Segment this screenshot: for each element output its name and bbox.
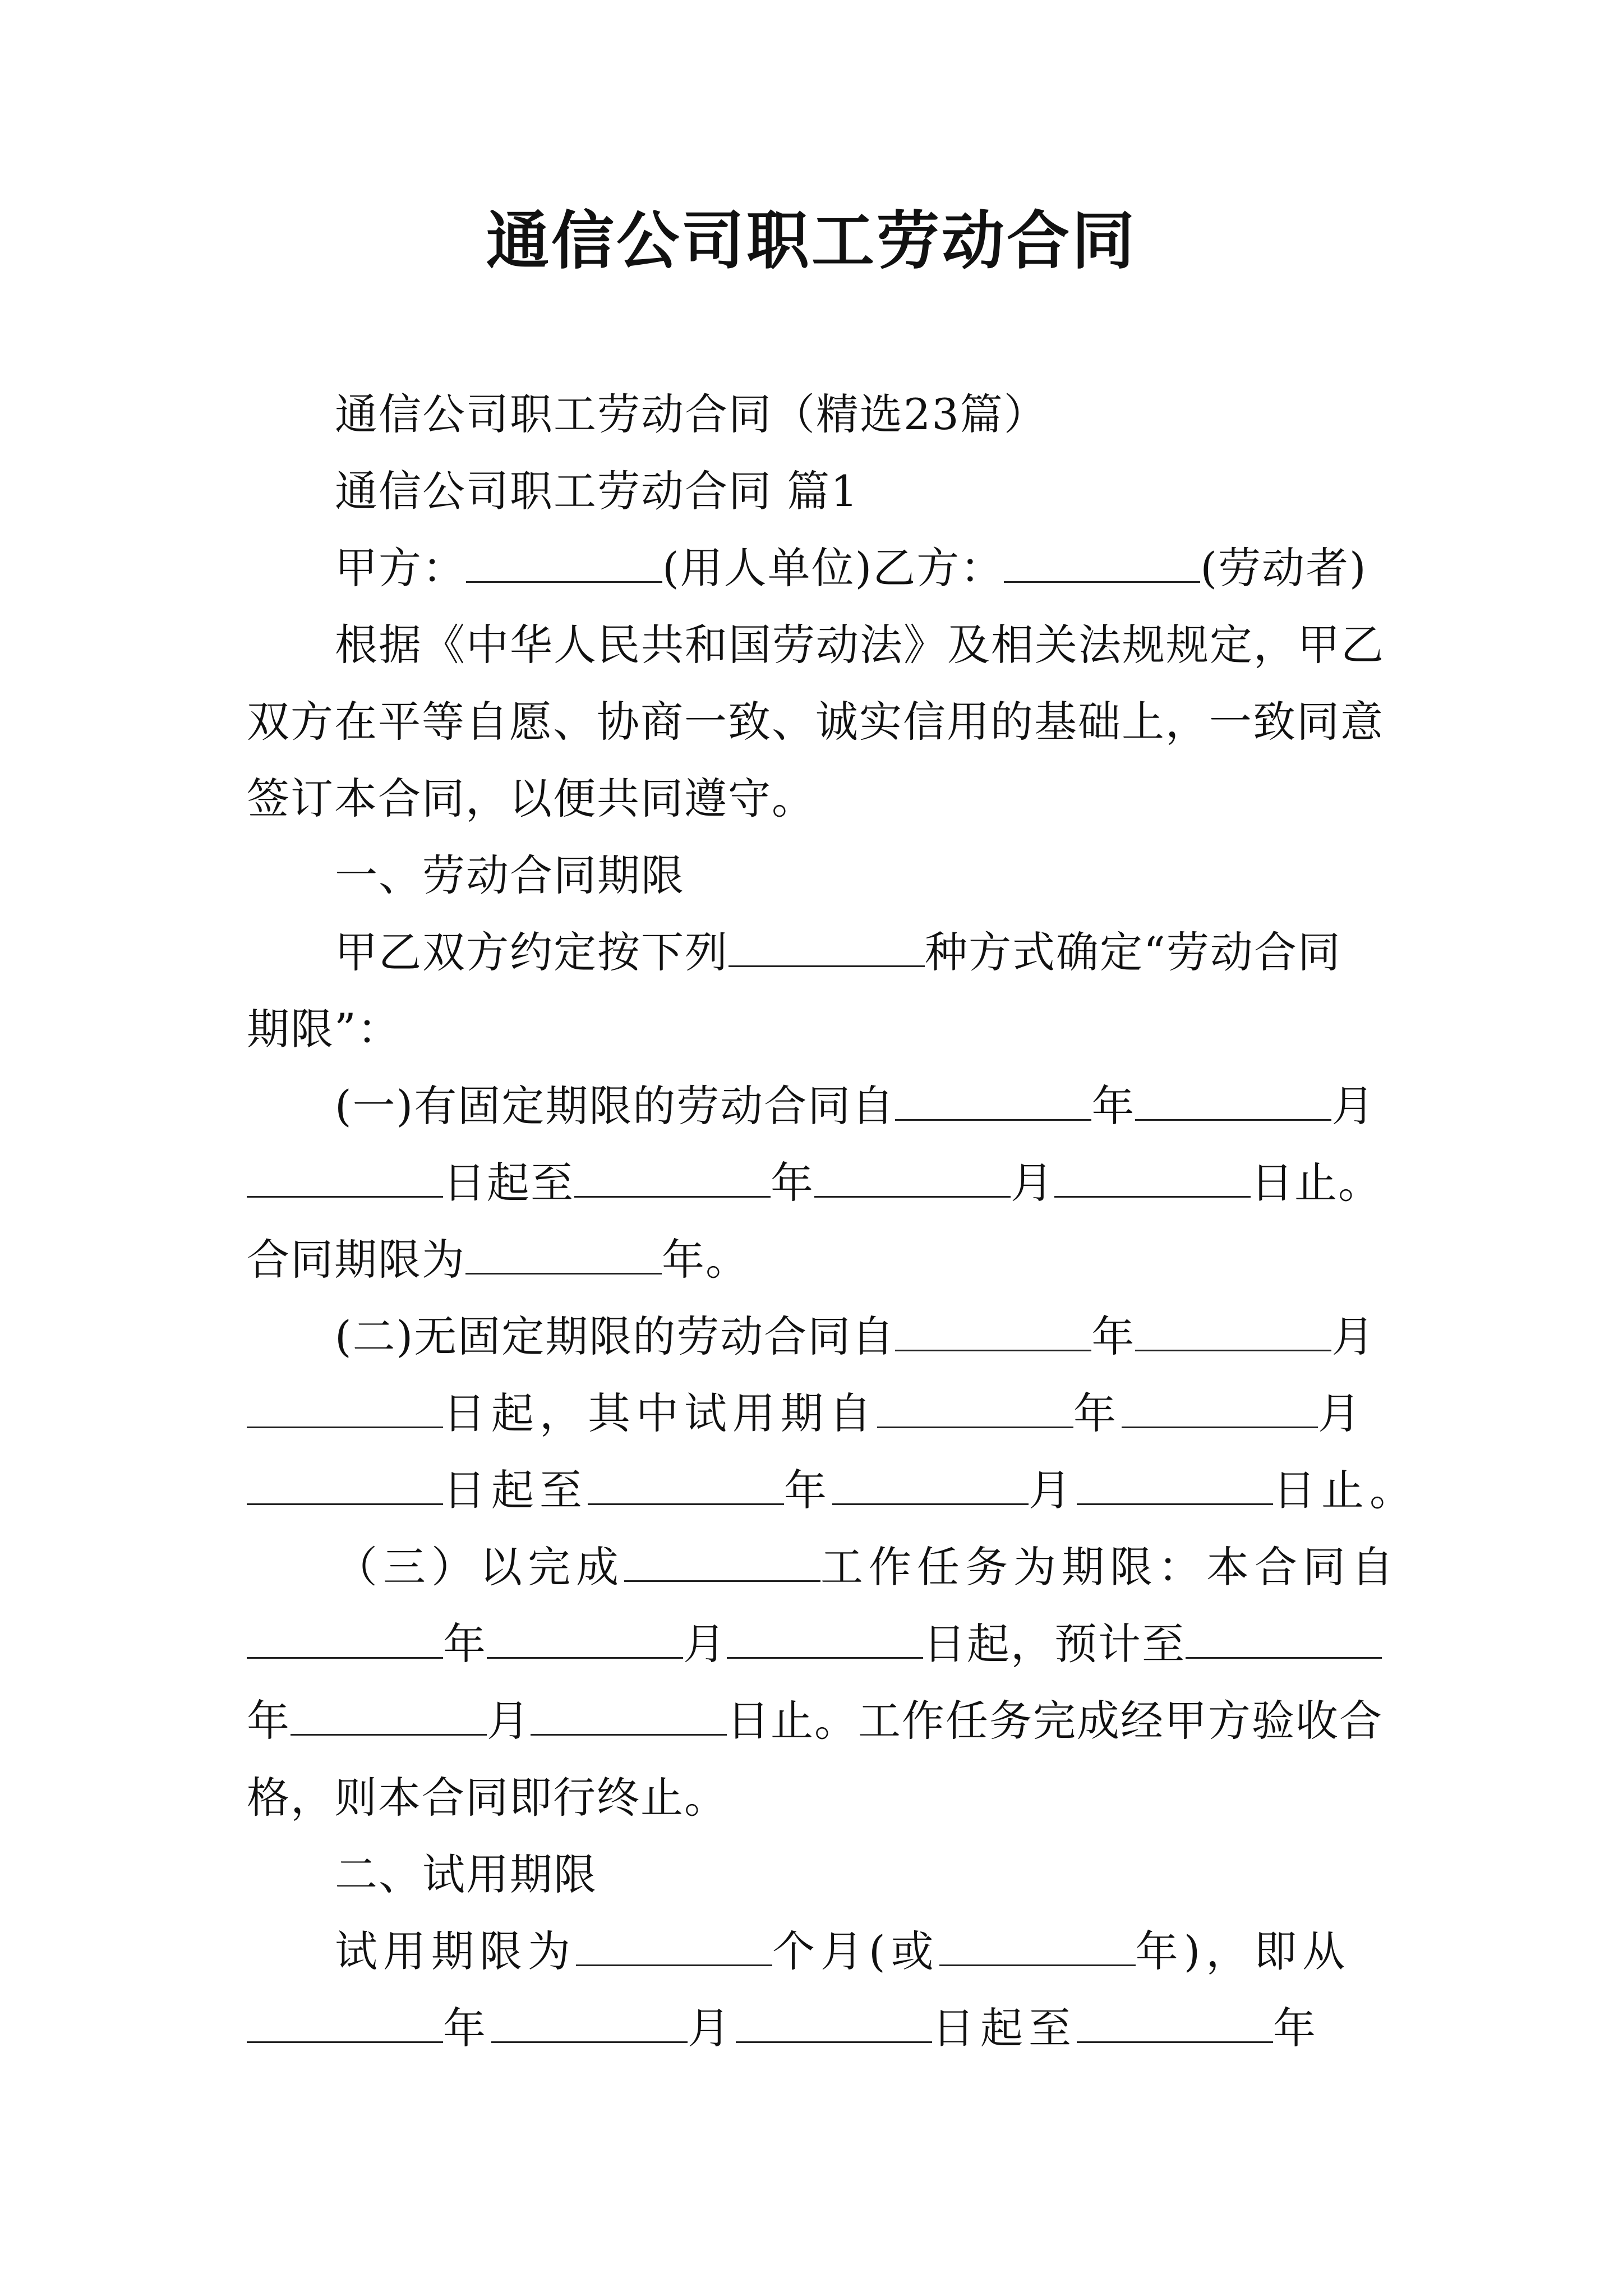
text-segment: 月 [1029, 1465, 1077, 1515]
text-segment: 年 [771, 1158, 814, 1208]
fill-in-blank [465, 1234, 662, 1274]
fill-in-blank [247, 1387, 443, 1428]
fill-in-blank [832, 1464, 1029, 1505]
text-segment: (一)有固定期限的劳动合同自 [335, 1081, 896, 1131]
fill-in-blank [1135, 1310, 1331, 1351]
fill-in-blank [728, 926, 925, 967]
text-segment: 签订本合同，以便共同遵守。 [247, 774, 815, 823]
text-segment: 通信公司职工劳动合同（精选23篇） [335, 389, 1048, 439]
text-line [247, 606, 1391, 683]
text-segment: 月 [683, 1619, 727, 1669]
fill-in-blank [576, 1925, 772, 1966]
text-line [247, 683, 1391, 760]
text-segment: (用人单位)乙方： [662, 543, 1004, 593]
text-line [247, 376, 1391, 453]
text-line [247, 1221, 1391, 1298]
text-segment: 通信公司职工劳动合同 篇1 [335, 466, 859, 516]
text-segment: 月 [1011, 1158, 1054, 1208]
text-segment: 月 [487, 1696, 531, 1746]
fill-in-blank [1122, 1387, 1318, 1428]
fill-in-blank [939, 1925, 1136, 1966]
text-segment: 年 [443, 2003, 491, 2053]
text-segment: (二)无固定期限的劳动合同自 [335, 1312, 896, 1361]
fill-in-blank [1077, 2002, 1273, 2043]
text-segment: 甲乙双方约定按下列 [335, 927, 728, 977]
fill-in-blank [1077, 1464, 1273, 1505]
text-segment: 年 [1273, 2003, 1321, 2053]
fill-in-blank [588, 1464, 784, 1505]
text-segment: 年 [1073, 1388, 1122, 1438]
text-segment: 年 [784, 1465, 832, 1515]
text-line [247, 1375, 1391, 1452]
text-segment: 日起至 [443, 1465, 588, 1515]
text-segment: 工作任务为期限：本合同自 [820, 1542, 1399, 1592]
text-segment: 期限”： [247, 1004, 401, 1054]
fill-in-blank [895, 1310, 1091, 1351]
fill-in-blank [291, 1695, 487, 1736]
text-line [247, 991, 1391, 1068]
text-segment: 月 [1331, 1081, 1376, 1131]
text-line [247, 1605, 1391, 1682]
text-segment: 日起，预计至 [923, 1619, 1186, 1669]
text-line [247, 1298, 1391, 1375]
text-segment: 根据《中华人民共和国劳动法》及相关法规规定，甲乙 [335, 620, 1385, 670]
fill-in-blank [491, 2002, 688, 2043]
text-segment: 日起，其中试用期自 [443, 1388, 877, 1438]
text-line [247, 1452, 1418, 1529]
text-segment: 年 [1091, 1081, 1136, 1131]
text-segment: 日起至 [932, 2003, 1077, 2053]
fill-in-blank [895, 1080, 1091, 1121]
fill-in-blank [727, 1618, 923, 1659]
text-segment: 日止。 [1273, 1465, 1418, 1515]
text-segment: 双方在平等自愿、协商一致、诚实信用的基础上，一致同意 [247, 697, 1384, 747]
fill-in-blank [1135, 1080, 1331, 1121]
text-segment: 年 [247, 1696, 291, 1746]
fill-in-blank [574, 1157, 771, 1198]
text-line [247, 1529, 1399, 1605]
text-segment: 日起至 [443, 1158, 574, 1208]
fill-in-blank [877, 1387, 1073, 1428]
text-line [247, 1836, 1391, 1913]
text-line [247, 530, 1391, 606]
fill-in-blank [466, 542, 662, 583]
fill-in-blank [1186, 1618, 1382, 1659]
text-segment: 月 [1318, 1388, 1366, 1438]
text-segment: 格，则本合同即行终止。 [247, 1773, 728, 1823]
fill-in-blank [247, 1157, 443, 1198]
text-line [247, 914, 1391, 991]
text-segment: 年。 [662, 1235, 749, 1285]
text-segment: 二、试用期限 [335, 1849, 597, 1899]
text-line [247, 760, 1391, 837]
text-segment: 年)，即从 [1135, 1926, 1351, 1976]
text-line [247, 1759, 1391, 1836]
fill-in-blank [1004, 542, 1200, 583]
text-line [247, 1068, 1391, 1144]
fill-in-blank [1054, 1157, 1251, 1198]
text-segment: (劳动者) [1200, 543, 1367, 593]
text-segment: 个月(或 [772, 1926, 939, 1976]
text-segment: 日止。工作任务完成经甲方验收合 [727, 1696, 1383, 1746]
fill-in-blank [247, 1464, 443, 1505]
document-title: 通信公司职工劳动合同 [486, 204, 1137, 278]
text-segment: 日止。 [1251, 1158, 1382, 1208]
text-line [247, 1682, 1391, 1759]
fill-in-blank [247, 1618, 443, 1659]
fill-in-blank [247, 2002, 443, 2043]
text-segment: 合同期限为 [247, 1235, 465, 1285]
text-line [247, 837, 1391, 914]
text-line [247, 1144, 1391, 1221]
fill-in-blank [487, 1618, 683, 1659]
text-segment: 月 [1331, 1312, 1376, 1361]
text-segment: 年 [1091, 1312, 1136, 1361]
text-segment: 甲方： [335, 543, 466, 593]
text-segment: 种方式确定“劳动合同 [925, 927, 1341, 977]
text-segment: 试用期限为 [335, 1926, 576, 1976]
fill-in-blank [624, 1541, 820, 1582]
document-body [247, 376, 1418, 2067]
fill-in-blank [531, 1695, 727, 1736]
fill-in-blank [814, 1157, 1011, 1198]
text-segment: 月 [688, 2003, 736, 2053]
fill-in-blank [736, 2002, 932, 2043]
text-line [247, 453, 1391, 530]
text-segment: 年 [443, 1619, 487, 1669]
text-segment: 一、劳动合同期限 [335, 850, 685, 900]
text-line [247, 1913, 1391, 1990]
text-line [247, 1990, 1391, 2067]
text-segment: （三）以完成 [335, 1542, 624, 1592]
